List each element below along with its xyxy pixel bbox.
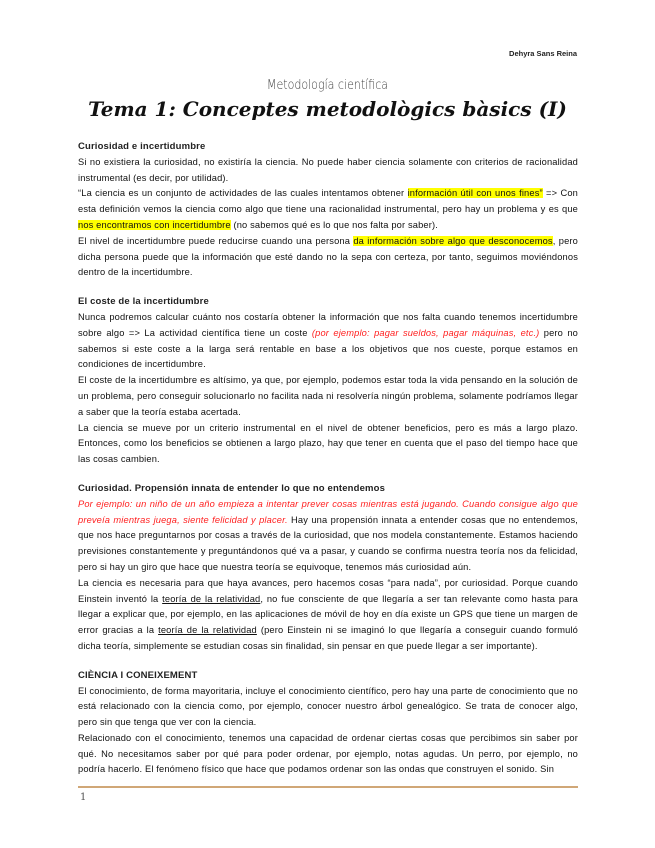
underlined-term: teoría de la relatividad (158, 625, 257, 636)
highlighted-text: nos encontramos con incertidumbre (78, 219, 231, 230)
highlighted-text: información útil con unos fines” (407, 188, 543, 199)
paragraph (78, 731, 578, 778)
text-run: , no fue consciente de que llegaría a ser tan relevante como hasta para llegar a explicar que, por ejemplo, en las aplicaciones de móvil de hoy en día existe un GPS que tiene un margen de error gracias a la (78, 593, 578, 636)
text-run: La ciencia se mueve por un criterio instrumental en el nivel de obtener beneficios, pero es más a largo plazo. Entonces, como los beneficios se obtienen a largo plazo, hay que tener en cuenta que el paso del tiempo hace que las cosas cambien. (78, 422, 578, 465)
text-run: , pero dicha persona puede que la información que esté dando no la sepa con certeza, por tanto, seguimos moviéndonos dentro de la incertidumbre. (78, 235, 578, 278)
section-heading: CIÈNCIA I CONEIXEMENT (78, 669, 198, 681)
paragraph (78, 310, 578, 373)
text-run: Hay una propensión innata a entender cosas que no entendemos, que nos hace preguntarnos por cosas a través de la curiosidad, que nos modela constantemente. Estamos haciendo previsiones constantemente y preguntándonos qué va a pasar, y cuando se confirma nuestra teoría nos da felicidad, pero si hay un giro que hace que nuestra teoría se equivoque, tenemos más curiosidad aún. (78, 514, 578, 572)
paragraph (78, 684, 578, 731)
text-run: El nivel de incertidumbre puede reducirse cuando una persona (78, 235, 354, 246)
footer-divider (78, 786, 578, 788)
text-run: La ciencia es necesaria para que haya avances, pero hacemos cosas “para nada”, por curiosidad. Porque cuando Einstein inventó la (78, 577, 578, 604)
text-run: Si no existiera la curiosidad, no existiría la ciencia. No puede haber ciencia solamente con criterios de racionalidad instrumental (es decir, por utilidad). (78, 156, 578, 183)
section-heading: El coste de la incertidumbre (78, 296, 209, 308)
section (78, 668, 578, 779)
example-text: (por ejemplo: pagar sueldos, pagar máquinas, etc.) (311, 327, 540, 338)
paragraph (78, 373, 578, 420)
document-subtitle: Metodología científica (266, 78, 389, 93)
section-heading: Curiosidad e incertidumbre (78, 141, 206, 152)
text-run: pero no sabemos si este coste a la larga será rentable en base a los objetivos que nos cueste, porque estamos en condiciones de incertidumbre. (78, 327, 578, 370)
paragraph (78, 421, 578, 468)
text-run: “La ciencia es un conjunto de actividades de las cuales intentamos obtener (78, 188, 408, 199)
text-run: Relacionado con el conocimiento, tenemos una capacidad de ordenar ciertas cosas que percibimos sin saber por qué. No necesitamos saber por qué para poder ordenar, por ejemplo, notas agudas. Un perro, por ejemplo, no podría hacerlo. El fenómeno físico que hace que podamos ordenar son las ondas que construyen el sonido. Sin (78, 732, 578, 775)
page-number: 1 (80, 792, 87, 803)
highlighted-text: da información sobre algo que desconocemos (353, 235, 553, 246)
section (78, 139, 578, 281)
text-run: Nunca podremos calcular cuánto nos costaría obtener la información que nos falta cuando tenemos incertidumbre sobre algo => La actividad científica tiene un coste (78, 311, 578, 338)
paragraph (78, 234, 578, 281)
document-body (78, 139, 578, 791)
paragraph (78, 497, 578, 576)
text-run: => Con esta definición vemos la ciencia como algo que tiene una racionalidad instrumental, pero hay un problema y es que (78, 188, 578, 215)
paragraph (78, 186, 578, 233)
paragraph (78, 155, 578, 187)
example-text: Por ejemplo: un niño de un año empieza a intentar prever cosas mientras está jugando. Cuando consigue algo que preveía mientras juega, siente felicidad y placer. (78, 498, 578, 525)
section-heading: Curiosidad. Propensión innata de entender lo que no entendemos (78, 482, 386, 494)
text-run: (no sabemos qué es lo que nos falta por saber). (230, 219, 438, 230)
text-run: (pero Einstein ni se imaginó lo que llegaría a conseguir cuando formuló dicha teoría, simplemente se estudian cosas sin finalidad, sin pensar en que puede llegar a ser importante). (78, 625, 579, 651)
section (78, 294, 578, 468)
author-name: Dehyra Sans Reina (509, 49, 577, 58)
text-run: El conocimiento, de forma mayoritaria, incluye el conocimiento científico, pero hay una parte de conocimiento que no está relacionado con la ciencia como, por ejemplo, conocer nuestro árbol genealógico. Se trata de conocer algo, pero sin que tenga que ver con la ciencia. (78, 685, 578, 728)
document-title: Tema 1: Conceptes metodològics bàsics (I) (88, 97, 567, 121)
section (78, 481, 578, 655)
paragraph (78, 576, 578, 655)
text-run: El coste de la incertidumbre es altísimo, ya que, por ejemplo, podemos estar toda la vida pensando en la solución de un problema, pero conseguir solucionarlo no facilita nada ni resolvería ningún problema, solamente podríamos llegar a saber que la teoría estaba acertada. (78, 375, 578, 417)
underlined-term: teoría de la relatividad (162, 593, 261, 604)
